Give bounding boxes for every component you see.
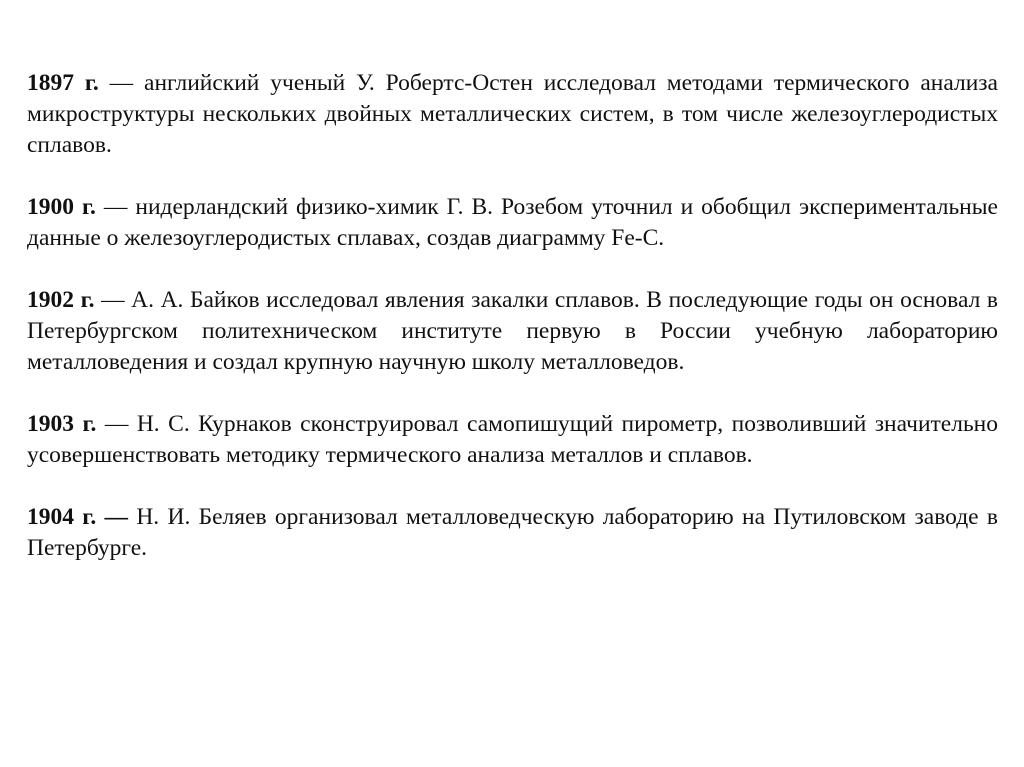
entry-text: — английский ученый У. Робертс-Остен исследовал методами термического анализа микроструктуры нескольких двойных металлических систем, в том числе железоуглеродистых сплавов.: [27, 70, 998, 158]
timeline-text: [27, 68, 998, 595]
timeline-entry-1902: [27, 285, 998, 378]
entry-text: — Н. С. Курнаков сконструировал самопишущий пирометр, позволивший значительно усовершенствовать методику термического анализа металлов и сплавов.: [27, 411, 998, 468]
entry-text: Н. И. Беляев организовал металловедческую лабораторию на Путиловском заводе в Петербурге.: [27, 504, 998, 561]
timeline-entry-1897: [27, 68, 998, 161]
entry-text: — А. А. Байков исследовал явления закалки сплавов. В последующие годы он основал в Петербургском политехническом институте первую в России учебную лабораторию металловедения и создал крупную научную школу металловедов.: [27, 287, 998, 375]
timeline-entry-1904: [27, 502, 998, 564]
entry-text: — нидерландский физико-химик Г. В. Розебом уточнил и обобщил экспериментальные данные о железоуглеродистых сплавах, создав диаграмму Fe-C.: [27, 194, 998, 251]
timeline-entry-1900: [27, 192, 998, 254]
entry-year: 1900 г.: [27, 194, 96, 220]
entry-year: 1897 г.: [27, 70, 99, 96]
timeline-entry-1903: [27, 409, 998, 471]
entry-year: 1904 г. —: [27, 504, 129, 530]
entry-year: 1903 г.: [27, 411, 97, 437]
entry-year: 1902 г.: [27, 287, 95, 313]
